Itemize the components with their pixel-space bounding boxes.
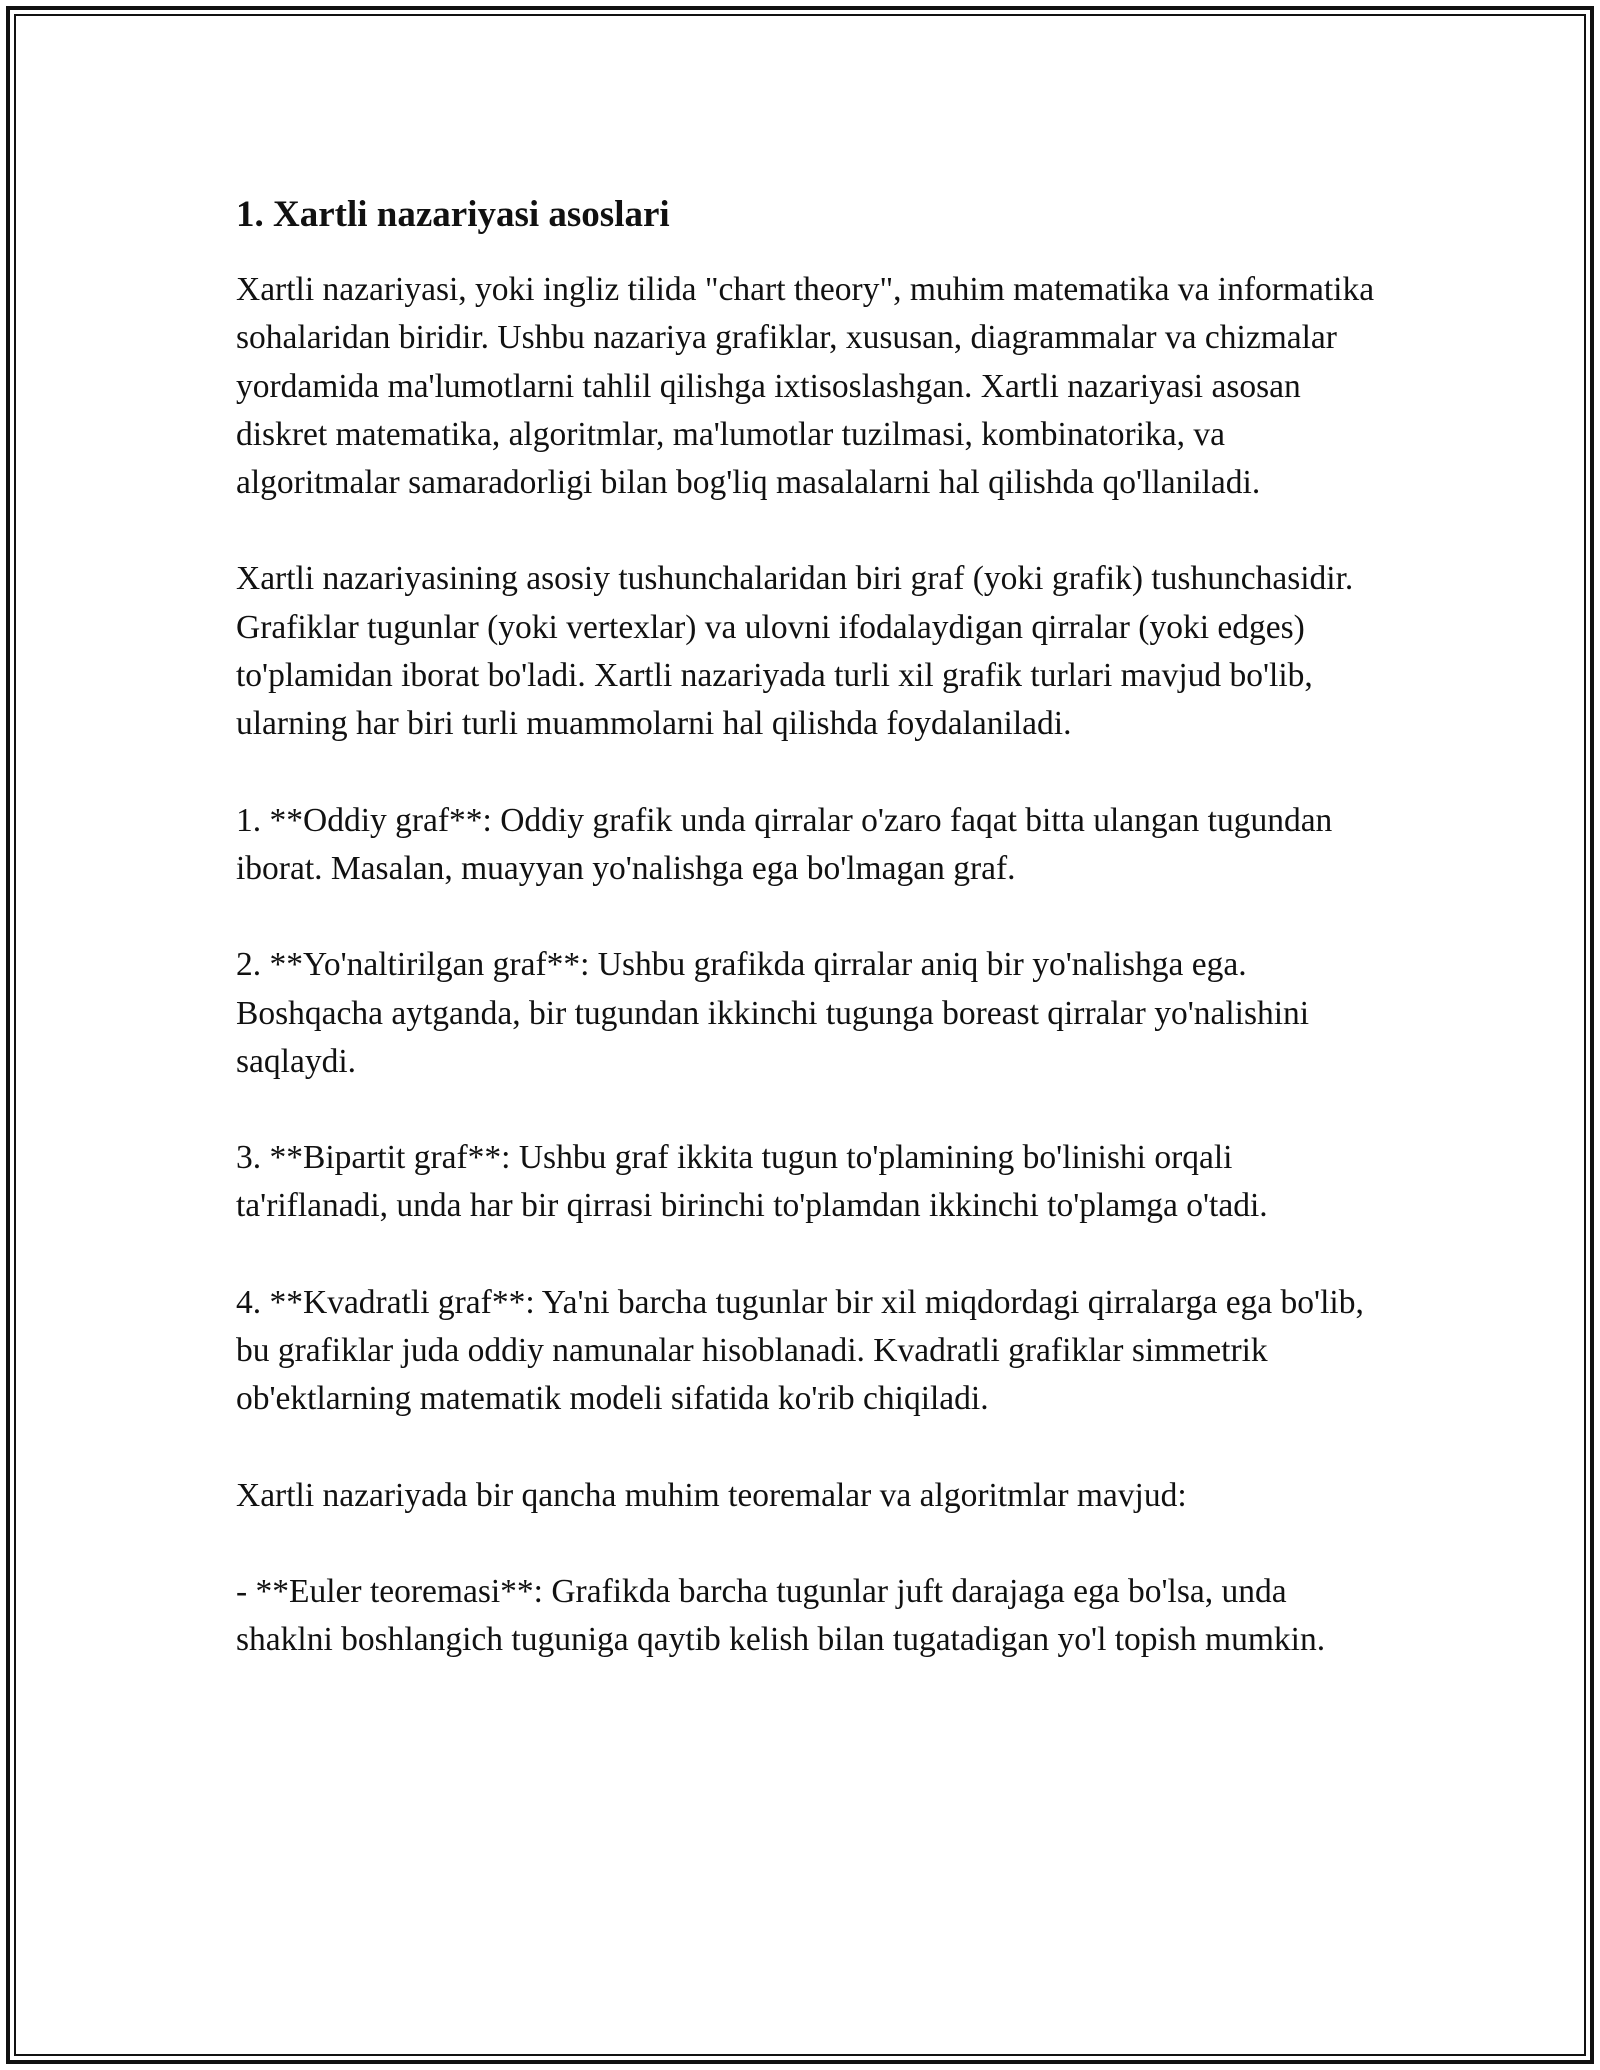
document-body — [236, 186, 1386, 1713]
paragraph-theorems-intro: Xartli nazariyada bir qancha muhim teoremalar va algoritmlar mavjud: — [236, 1476, 1187, 1514]
list-item-simple-graph: 1. **Oddiy graf**: Oddiy grafik unda qirralar o'zaro faqat bitta ulangan tugundan iborat. Masalan, muayyan yo'nalishga ega bo'lmagan graf. — [236, 801, 1333, 887]
section-heading: 1. Xartli nazariyasi asoslari — [236, 194, 670, 235]
list-item-bipartite-graph: 3. **Bipartit graf**: Ushbu graf ikkita tugun to'plamining bo'linishi orqali ta'riflanadi, unda har bir qirrasi birinchi to'plamdan ikkinchi to'plamga o'tadi. — [236, 1139, 1268, 1225]
list-item-directed-graph: 2. **Yo'naltirilgan graf**: Ushbu grafikda qirralar aniq bir yo'nalishga ega. Boshqacha aytganda, bir tugundan ikkinchi tugunga boreast qirralar yo'nalishini saqlaydi. — [236, 946, 1310, 1080]
list-item-euler-theorem: - **Euler teoremasi**: Grafikda barcha tugunlar juft darajaga ega bo'lsa, unda shaklni boshlangich tuguniga qaytib kelish bilan tugatadigan yo'l topish mumkin. — [236, 1572, 1326, 1659]
paragraph-graph-concept: Xartli nazariyasining asosiy tushunchalaridan biri graf (yoki grafik) tushunchasidir. Grafiklar tugunlar (yoki vertexlar) va ulovni ifodalaydigan qirralar (yoki edges) to'plamidan iborat bo'ladi. Xartli nazariyada turli xil grafik turlari mavjud bo'lib, ularning har biri turli muammolarni hal qilishda foydalaniladi. — [236, 560, 1354, 743]
paragraph-intro: Xartli nazariyasi, yoki ingliz tilida "chart theory", muhim matematika va informatika sohalaridan biridir. Ushbu nazariya grafiklar, xususan, diagrammalar va chizmalar yordamida ma'lumotlarni tahlil qilishga ixtisoslashgan. Xartli nazariyasi asosan diskret matematika, algoritmlar, ma'lumotlar tuzilmasi, kombinatorika, va algoritmalar samaradorligi bilan bog'liq masalalarni hal qilishda qo'llaniladi. — [236, 271, 1375, 502]
list-item-regular-graph: 4. **Kvadratli graf**: Ya'ni barcha tugunlar bir xil miqdordagi qirralarga ega bo'lib, bu grafiklar juda oddiy namunalar hisoblanadi. Kvadratli grafiklar simmetrik ob'ektlarning matematik modeli sifatida ko'rib chiqiladi. — [236, 1283, 1364, 1418]
